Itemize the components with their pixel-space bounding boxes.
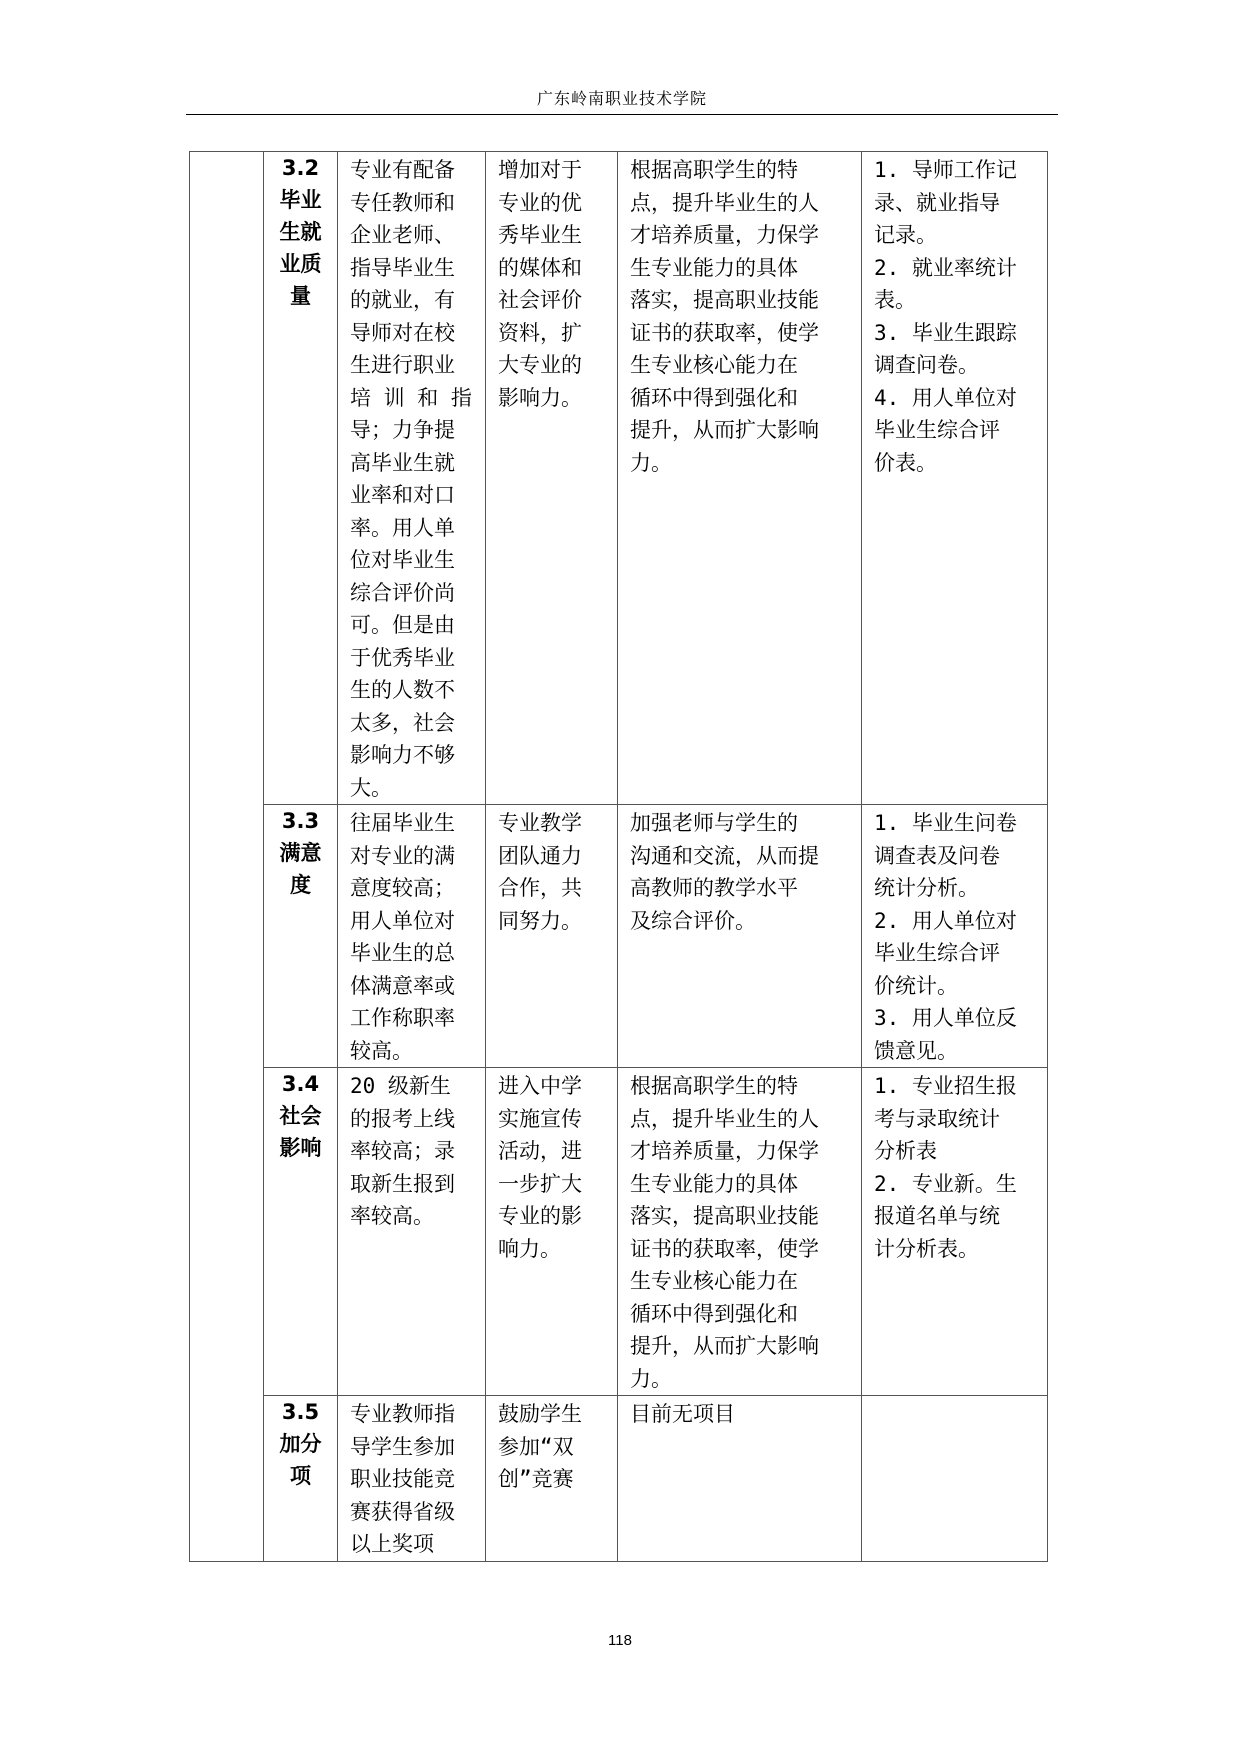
header-divider — [186, 114, 1058, 115]
outer-category-cell — [190, 152, 264, 1562]
row-label: 3.5 加分 项 — [264, 1396, 338, 1562]
table-row — [190, 805, 1048, 1068]
table-cell: 专业教学 团队通力 合作，共 同努力。 — [486, 805, 618, 1068]
table-cell: 1. 毕业生问卷 调查表及问卷 统计分析。 2. 用人单位对 毕业生综合评 价统计。 3. 用人单位反 馈意见。 — [862, 805, 1048, 1068]
table-cell: 鼓励学生 参加“双 创”竞赛 — [486, 1396, 618, 1562]
row-label: 3.2 毕业 生就 业质 量 — [264, 152, 338, 805]
table-cell: 1. 专业招生报 考与录取统计 分析表 2. 专业新。生 报道名单与统 计分析表。 — [862, 1068, 1048, 1396]
table-cell: 1. 导师工作记 录、就业指导 记录。 2. 就业率统计 表。 3. 毕业生跟踪 调查问卷。 4. 用人单位对 毕业生综合评 价表。 — [862, 152, 1048, 805]
table-cell: 往届毕业生 对专业的满 意度较高； 用人单位对 毕业生的总 体满意率或 工作称职率 较高。 — [338, 805, 486, 1068]
table-cell: 进入中学 实施宣传 活动，进 一步扩大 专业的影 响力。 — [486, 1068, 618, 1396]
page-header-title: 广东岭南职业技术学院 — [536, 89, 707, 108]
table-row — [190, 152, 1048, 805]
page-number: 118 — [608, 1632, 632, 1649]
table-cell: 专业有配备 专任教师和 企业老师、 指导毕业生 的就业，有 导师对在校 生进行职业 培 训 和 指 导；力争提 高毕业生就 业率和对口 率。用人单 位对毕业生 综合评价尚 可。但是由 于优秀毕业 生的人数不 太多，社会 影响力不够 大。 — [338, 152, 486, 805]
evaluation-table — [189, 151, 1048, 1562]
table-cell: 增加对于 专业的优 秀毕业生 的媒体和 社会评价 资料，扩 大专业的 影响力。 — [486, 152, 618, 805]
table-cell: 加强老师与学生的 沟通和交流，从而提 高教师的教学水平 及综合评价。 — [618, 805, 862, 1068]
table-cell: 专业教师指 导学生参加 职业技能竞 赛获得省级 以上奖项 — [338, 1396, 486, 1562]
table-row — [190, 1068, 1048, 1396]
table-cell: 目前无项目 — [618, 1396, 862, 1562]
row-label: 3.3 满意 度 — [264, 805, 338, 1068]
table-row — [190, 1396, 1048, 1562]
table-cell: 根据高职学生的特 点，提升毕业生的人 才培养质量，力保学 生专业能力的具体 落实，提高职业技能 证书的获取率，使学 生专业核心能力在 循环中得到强化和 提升，从而扩大影响 力。 — [618, 1068, 862, 1396]
table-cell — [862, 1396, 1048, 1562]
table-cell: 根据高职学生的特 点，提升毕业生的人 才培养质量，力保学 生专业能力的具体 落实，提高职业技能 证书的获取率，使学 生专业核心能力在 循环中得到强化和 提升，从而扩大影响 力。 — [618, 152, 862, 805]
table-cell: 20 级新生 的报考上线 率较高；录 取新生报到 率较高。 — [338, 1068, 486, 1396]
row-label: 3.4 社会 影响 — [264, 1068, 338, 1396]
